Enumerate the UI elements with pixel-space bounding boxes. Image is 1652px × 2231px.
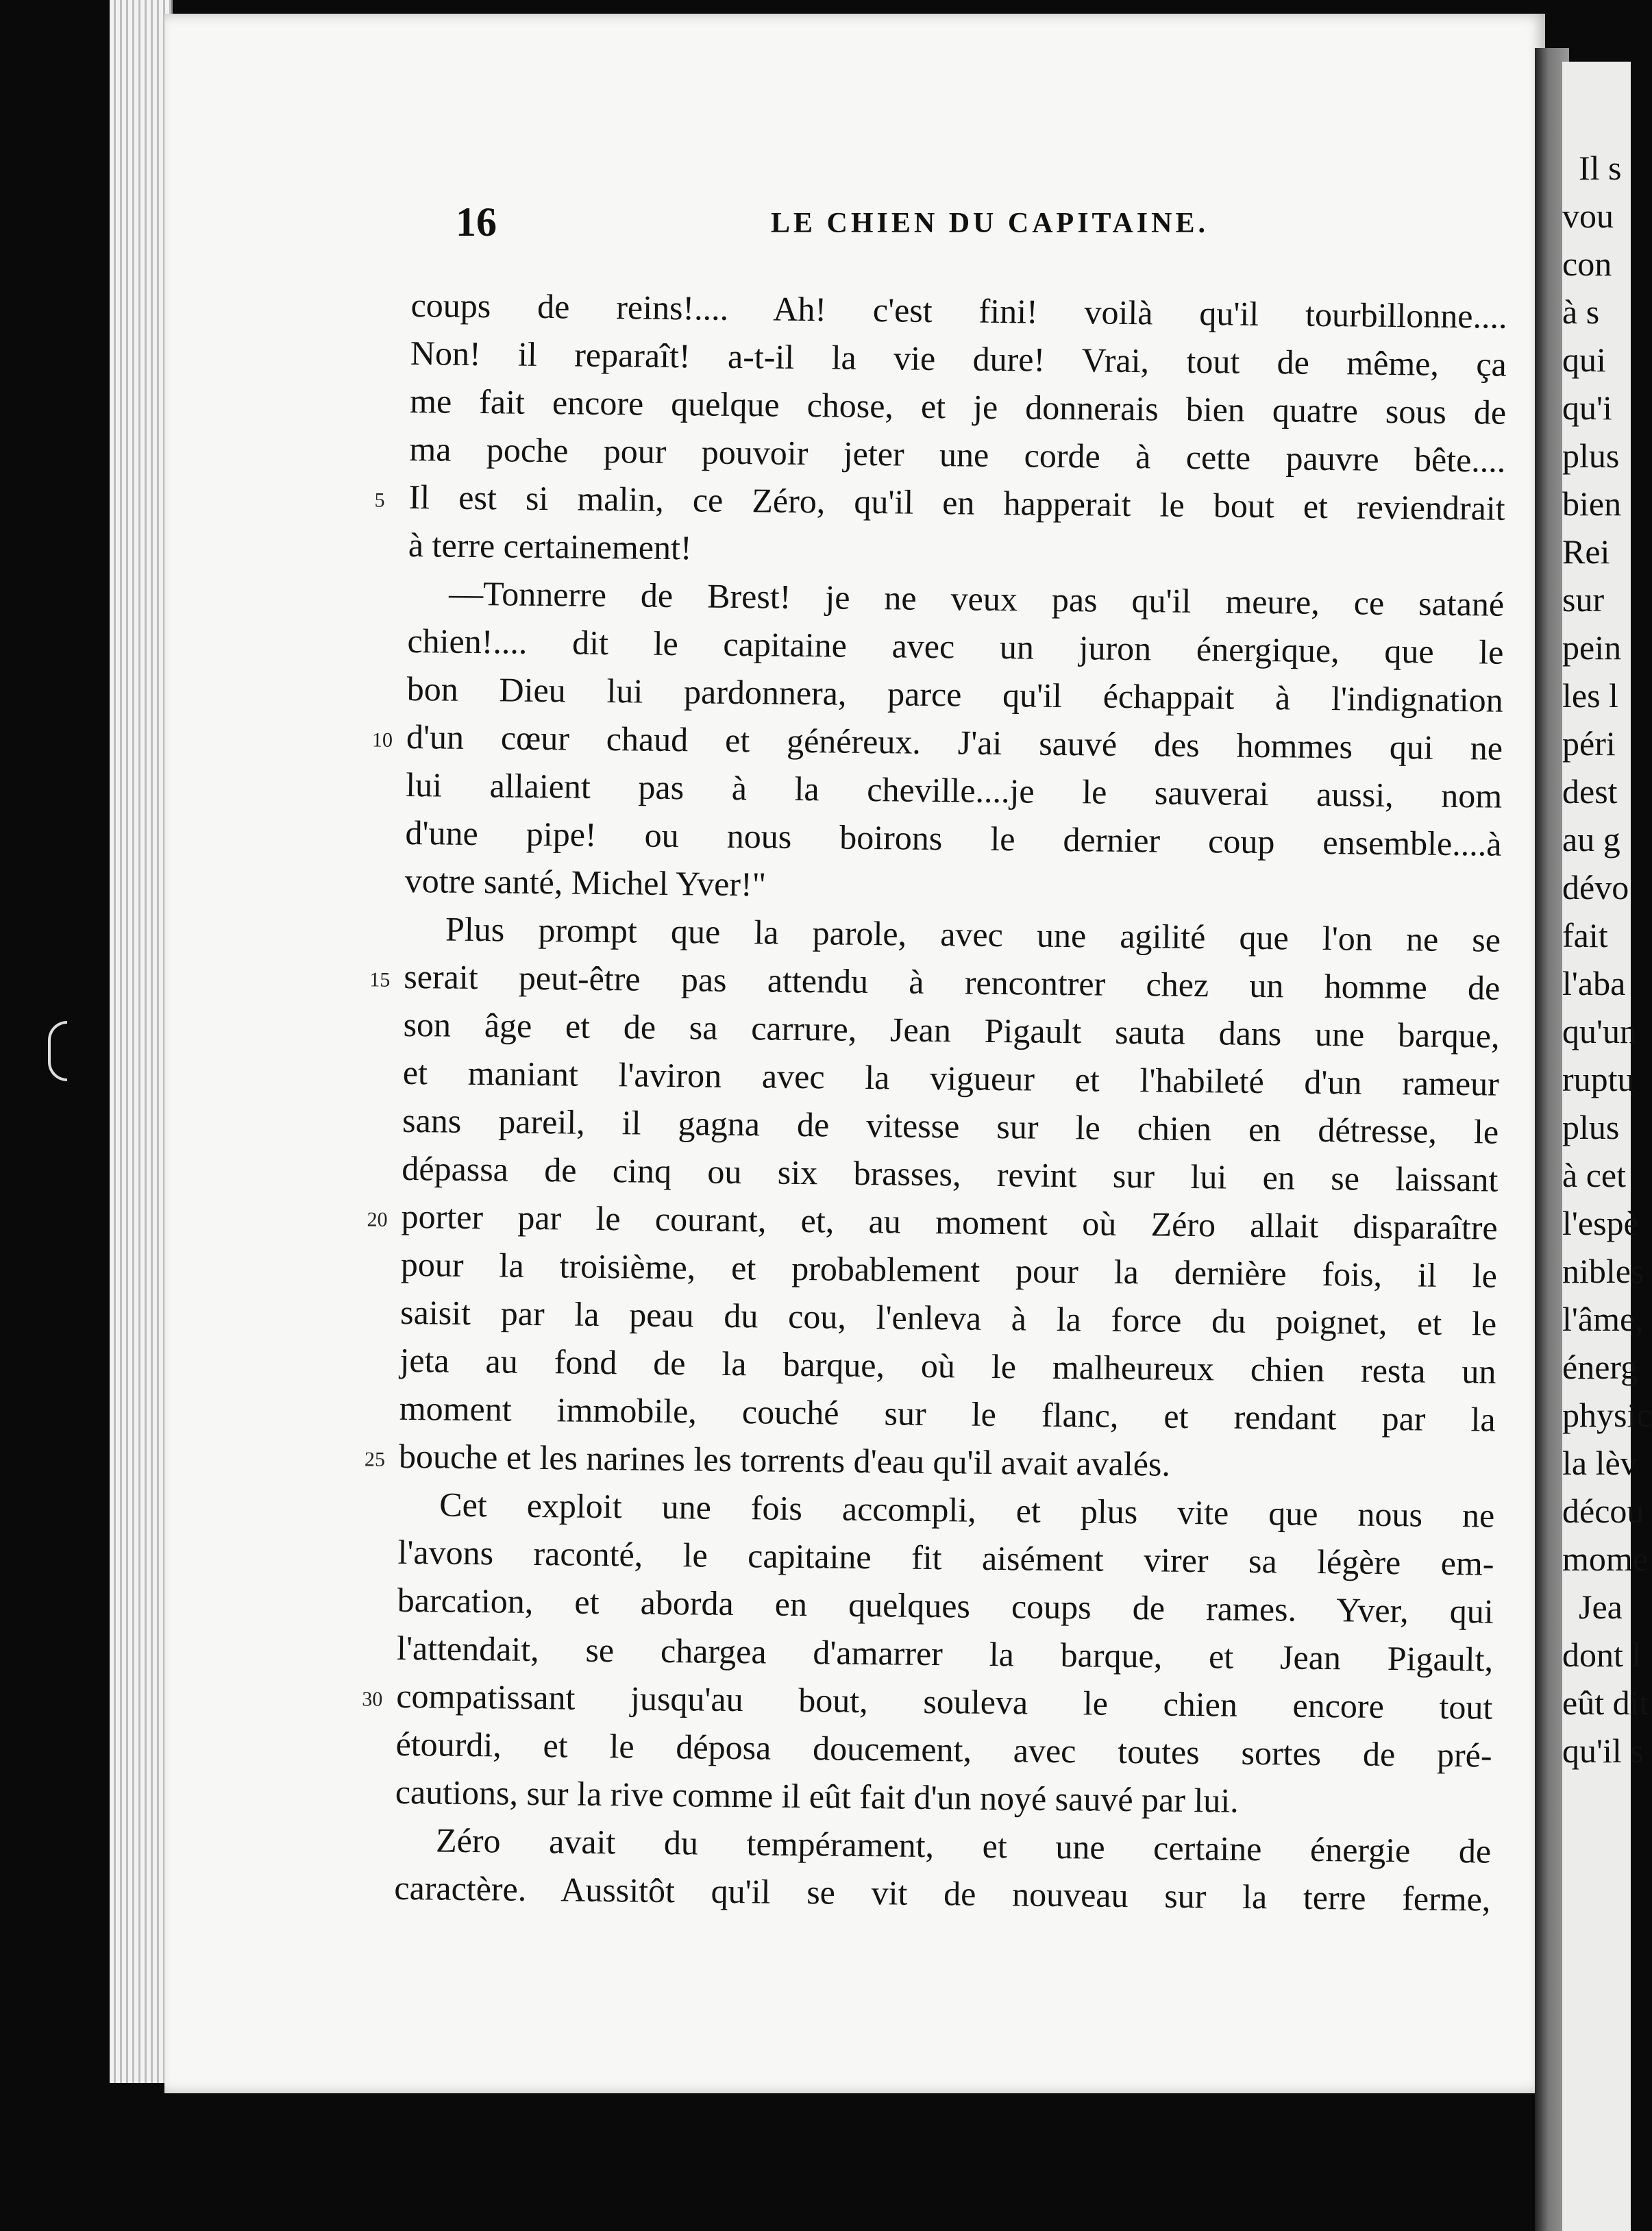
facing-page-fragment: énerg <box>1562 1348 1638 1386</box>
line-text: serait peut-être pas attendu à rencontrer chez un homme de <box>404 957 1501 1007</box>
facing-page-fragment: dest <box>1562 772 1618 811</box>
line-text: Cet exploit une fois accompli, et plus vite que nous ne <box>439 1485 1495 1535</box>
facing-page-fragment: Il s <box>1579 149 1622 187</box>
page-number: 16 <box>456 199 497 245</box>
facing-page-fragment: fait <box>1562 916 1608 954</box>
facing-page-fragment: l'âme, <box>1562 1300 1644 1338</box>
line-text: son âge et de sa carrure, Jean Pigault sauta dans une barque, <box>403 1004 1500 1055</box>
facing-page-fragment: vou <box>1562 197 1614 235</box>
facing-page-fragment: bien <box>1562 484 1622 523</box>
line-text: moment immobile, couché sur le flanc, et rendant par la <box>399 1388 1496 1439</box>
line-number: 20 <box>367 1208 388 1231</box>
facing-page-fragment: au g <box>1562 820 1620 859</box>
line-text: ma poche pour pouvoir jeter une corde à cette pauvre bête.... <box>409 429 1506 480</box>
line-text: caractère. Aussitôt qu'il se vit de nouveau sur la terre ferme, <box>394 1868 1491 1919</box>
line-text: et maniant l'aviron avec la vigueur et l'habileté d'un rameur <box>402 1052 1500 1103</box>
facing-page-fragment: ruptu <box>1562 1060 1635 1098</box>
facing-page-fragment: qu'i <box>1562 389 1612 427</box>
facing-page-fragment: con <box>1562 245 1612 283</box>
facing-page-fragment: qui <box>1562 341 1606 379</box>
line-number: 25 <box>364 1448 386 1471</box>
facing-page-fragment: Rei <box>1562 532 1610 571</box>
line-text: compatissant jusqu'au bout, souleva le chien encore tout <box>396 1676 1493 1727</box>
line-text: d'un cœur chaud et généreux. J'ai sauvé des hommes qui ne <box>406 717 1503 767</box>
facing-page-fragment: plus <box>1562 1108 1620 1146</box>
page-header <box>456 199 1579 247</box>
facing-page-fragment: l'aba <box>1562 964 1626 1002</box>
facing-page-fragment: qu'un <box>1562 1012 1638 1050</box>
line-text: barcation, et aborda en quelques coups de rames. Yver, qui <box>397 1580 1494 1631</box>
line-text: chien!.... dit le capitaine avec un juron énergique, que le <box>407 621 1504 671</box>
facing-page-fragment: la lèv <box>1562 1444 1638 1482</box>
line-number: 15 <box>369 968 391 991</box>
facing-page-fragment: à cet <box>1562 1156 1626 1194</box>
line-number: 5 <box>374 489 385 512</box>
line-text: porter par le courant, et, au moment où Zéro allait disparaître <box>401 1196 1498 1247</box>
line-number: 10 <box>371 728 393 752</box>
facing-page-fragment: dévo <box>1562 868 1629 907</box>
body-text <box>362 281 1507 1923</box>
line-text: saisit par la peau du cou, l'enleva à la force du poignet, et le <box>399 1292 1497 1343</box>
line-text: —Tonnerre de Brest! je ne veux pas qu'il meure, ce satané <box>448 574 1505 624</box>
line-text: sans pareil, il gagna de vitesse sur le chien en détresse, le <box>402 1100 1499 1151</box>
facing-page-fragment: Jea <box>1579 1588 1623 1626</box>
line-text: lui allaient pas à la cheville....je le sauverai aussi, nom <box>406 765 1503 815</box>
line-text: l'avons raconté, le capitaine fit aisément virer sa légère em- <box>397 1532 1494 1583</box>
line-text: bon Dieu lui pardonnera, parce qu'il échappait à l'indignation <box>406 669 1503 719</box>
facing-page-fragment: à s <box>1562 293 1600 331</box>
facing-page-fragment: nibles <box>1562 1252 1644 1290</box>
facing-page-fragment: qu'il s <box>1562 1731 1644 1770</box>
facing-page-fragment: les l <box>1562 676 1618 715</box>
line-text: coups de reins!.... Ah! c'est fini! voilà qu'il tourbillonne.... <box>410 285 1507 336</box>
line-text: me fait encore quelque chose, et je donnerais bien quatre sous de <box>409 381 1507 432</box>
facing-page-fragment: mome <box>1562 1540 1648 1578</box>
line-text: cautions, sur la rive comme il eût fait d'un noyé sauvé par lui. <box>395 1772 1240 1820</box>
page-edges <box>110 0 173 2083</box>
margin-mark <box>48 1021 67 1081</box>
line-number: 30 <box>362 1688 383 1711</box>
running-title: LE CHIEN DU CAPITAINE. <box>771 208 1209 239</box>
line-text: d'une pipe! ou nous boirons le dernier coup ensemble....à <box>405 813 1502 863</box>
line-text: étourdi, et le déposa doucement, avec toutes sortes de pré- <box>395 1724 1492 1775</box>
facing-page-fragment: plus <box>1562 436 1620 475</box>
line-text: votre santé, Michel Yver!" <box>404 861 767 904</box>
facing-page-fragment: dont l <box>1562 1636 1642 1674</box>
line-text: l'attendait, se chargea d'amarrer la barque, et Jean Pigault, <box>396 1628 1494 1679</box>
line-text: Il est si malin, ce Zéro, qu'il en happerait le bout et reviendrait <box>408 477 1505 528</box>
line-text: jeta au fond de la barque, où le malheureux chien resta un <box>399 1340 1496 1391</box>
facing-page-fragment: sur <box>1562 580 1605 619</box>
facing-page-fragment: l'espè <box>1562 1204 1639 1242</box>
line-text: à terre certainement! <box>408 525 692 567</box>
line-text: Zéro avait du tempérament, et une certaine énergie de <box>435 1821 1492 1871</box>
line-text: Non! il reparaît! a-t-il la vie dure! Vrai, tout de même, ça <box>410 333 1507 384</box>
line-text: pour la troisième, et probablement pour la dernière fois, il le <box>400 1244 1498 1295</box>
facing-page-fragment: physic <box>1562 1396 1652 1434</box>
line-text: bouche et les narines les torrents d'eau qu'il avait avalés. <box>398 1436 1171 1483</box>
line-text: dépassa de cinq ou six brasses, revint sur lui en se laissant <box>402 1148 1499 1199</box>
facing-page-fragment: pein <box>1562 628 1622 667</box>
facing-page-fragment: décou <box>1562 1492 1644 1530</box>
line-text: Plus prompt que la parole, avec une agilité que l'on ne se <box>445 909 1501 959</box>
facing-page-fragment: eût dit <box>1562 1684 1649 1722</box>
facing-page-edge <box>1562 62 1652 2231</box>
facing-page-fragment: péri <box>1562 724 1616 763</box>
